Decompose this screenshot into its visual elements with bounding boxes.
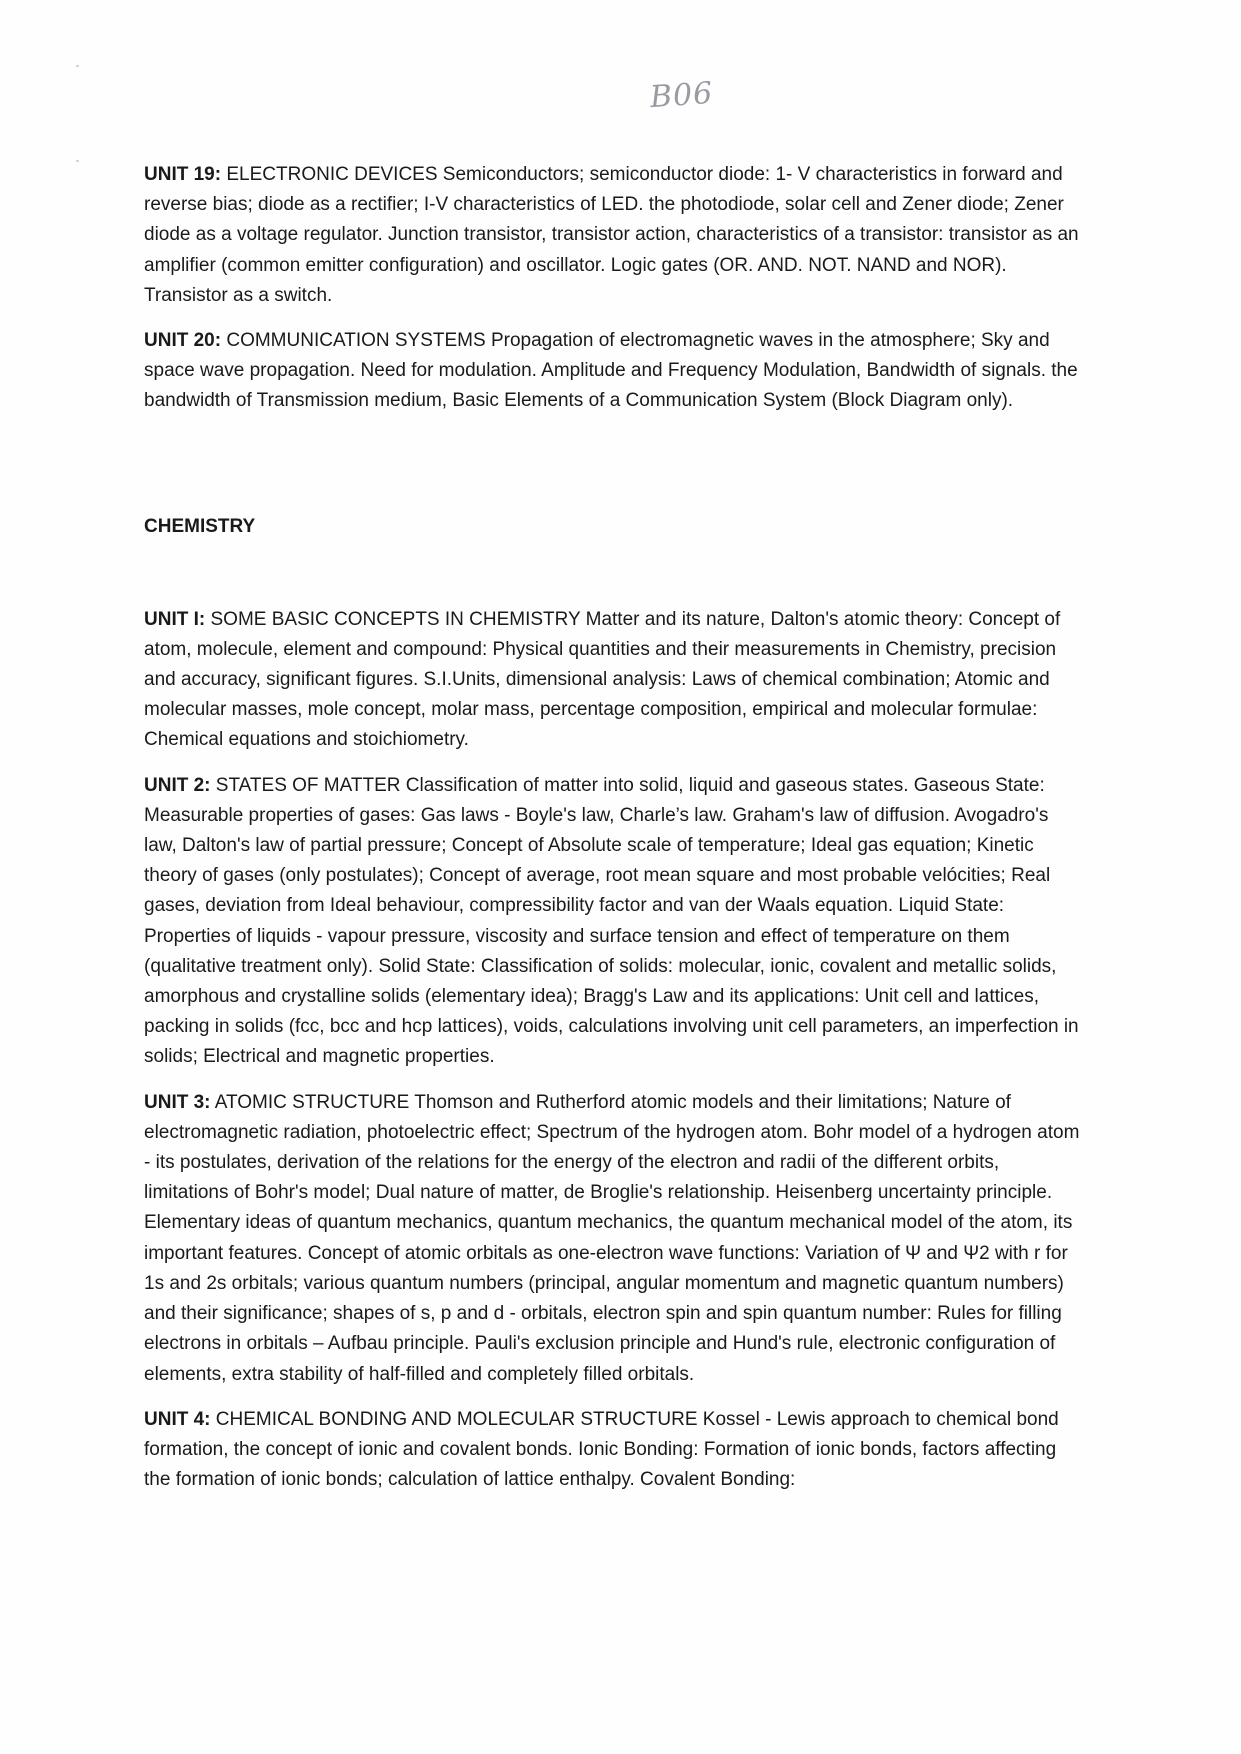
unit-text: ELECTRONIC DEVICES Semiconductors; semiconductor diode: 1- V characteristics in forward and reverse bias; diode as a rectifier; I-V characteristics of LED. the photodiode, solar cell and Zener diode; Zener diode as a voltage regulator. Junction transistor, transistor action, characteristics of a transistor: transistor as an amplifier (common emitter configuration) and oscillator. Logic gates (OR. AND. NOT. NAND and NOR). Transistor as a switch. [144, 164, 1079, 306]
unit-label: UNIT 20: [144, 330, 222, 352]
scan-speck [76, 65, 79, 67]
chem-unit-4-paragraph [144, 1405, 1084, 1496]
unit-text: CHEMICAL BONDING AND MOLECULAR STRUCTURE Kossel - Lewis approach to chemical bond formation, the concept of ionic and covalent bonds. Ionic Bonding: Formation of ionic bonds, factors affecting the formation of ionic bonds; calculation of lattice enthalpy. Covalent Bonding: [144, 1408, 1059, 1491]
scan-speck [76, 160, 79, 162]
unit-label: UNIT I: [144, 608, 206, 630]
unit-label: UNIT 2: [144, 774, 211, 796]
handwritten-mark: B06 [648, 75, 715, 116]
chem-unit-1-paragraph [144, 605, 1084, 756]
unit-19-paragraph [144, 160, 1084, 311]
unit-text: SOME BASIC CONCEPTS IN CHEMISTRY Matter and its nature, Dalton's atomic theory: Concept of atom, molecule, element and compound: Physical quantities and their measurements in Chemistry, precision and accuracy, significant figures. S.I.Units, dimensional analysis: Laws of chemical combination; Atomic and molecular masses, mole concept, molar mass, percentage composition, empirical and molecular formulae: Chemical equations and stoichiometry. [144, 608, 1061, 751]
unit-label: UNIT 4: [144, 1408, 211, 1430]
unit-label: UNIT 19: [144, 164, 222, 185]
unit-20-paragraph [144, 326, 1084, 417]
unit-text: ATOMIC STRUCTURE Thomson and Rutherford atomic models and their limitations; Nature of electromagnetic radiation, photoelectric effect; Spectrum of the hydrogen atom. Bohr model of a hydrogen atom - its postulates, derivation of the relations for the energy of the electron and radii of the different orbits, limitations of Bohr's model; Dual nature of matter, de Broglie's relationship. Heisenberg uncertainty principle. Elementary ideas of quantum mechanics, quantum mechanics, the quantum mechanical model of the atom, its important features. Concept of atomic orbitals as one-electron wave functions: Variation of Ψ and Ψ2 with r for 1s and 2s orbitals; various quantum numbers (principal, angular momentum and magnetic quantum numbers) and their significance; shapes of s, p and d - orbitals, electron spin and spin quantum number: Rules for filling electrons in orbitals – Aufbau principle. Pauli's exclusion principle and Hund's rule, electronic configuration of elements, extra stability of half-filled and completely filled orbitals. [144, 1091, 1080, 1385]
unit-label: UNIT 3: [144, 1091, 211, 1113]
unit-text: STATES OF MATTER Classification of matter into solid, liquid and gaseous states. Gaseous State: Measurable properties of gases: Gas laws - Boyle's law, Charle’s law. Graham's law of diffusion. Avogadro's law, Dalton's law of partial pressure; Concept of Absolute scale of temperature; Ideal gas equation; Kinetic theory of gases (only postulates); Concept of average, root mean square and most probable velócities; Real gases, deviation from Ideal behaviour, compressibility factor and van der Waals equation. Liquid State: Properties of liquids - vapour pressure, viscosity and surface tension and effect of temperature on them (qualitative treatment only). Solid State: Classification of solids: molecular, ionic, covalent and metallic solids, amorphous and crystalline solids (elementary idea); Bragg's Law and its applications: Unit cell and lattices, packing in solids (fcc, bcc and hcp lattices), voids, calculations involving unit cell parameters, an imperfection in solids; Electrical and magnetic properties. [144, 774, 1079, 1068]
unit-text: COMMUNICATION SYSTEMS Propagation of electromagnetic waves in the atmosphere; Sky and space wave propagation. Need for modulation. Amplitude and Frequency Modulation, Bandwidth of signals. the bandwidth of Transmission medium, Basic Elements of a Communication System (Block Diagram only). [144, 330, 1078, 412]
document-body [144, 160, 1084, 1510]
chemistry-heading: CHEMISTRY [144, 515, 256, 537]
chem-unit-3-paragraph [144, 1088, 1084, 1390]
chem-unit-2-paragraph [144, 771, 1084, 1073]
